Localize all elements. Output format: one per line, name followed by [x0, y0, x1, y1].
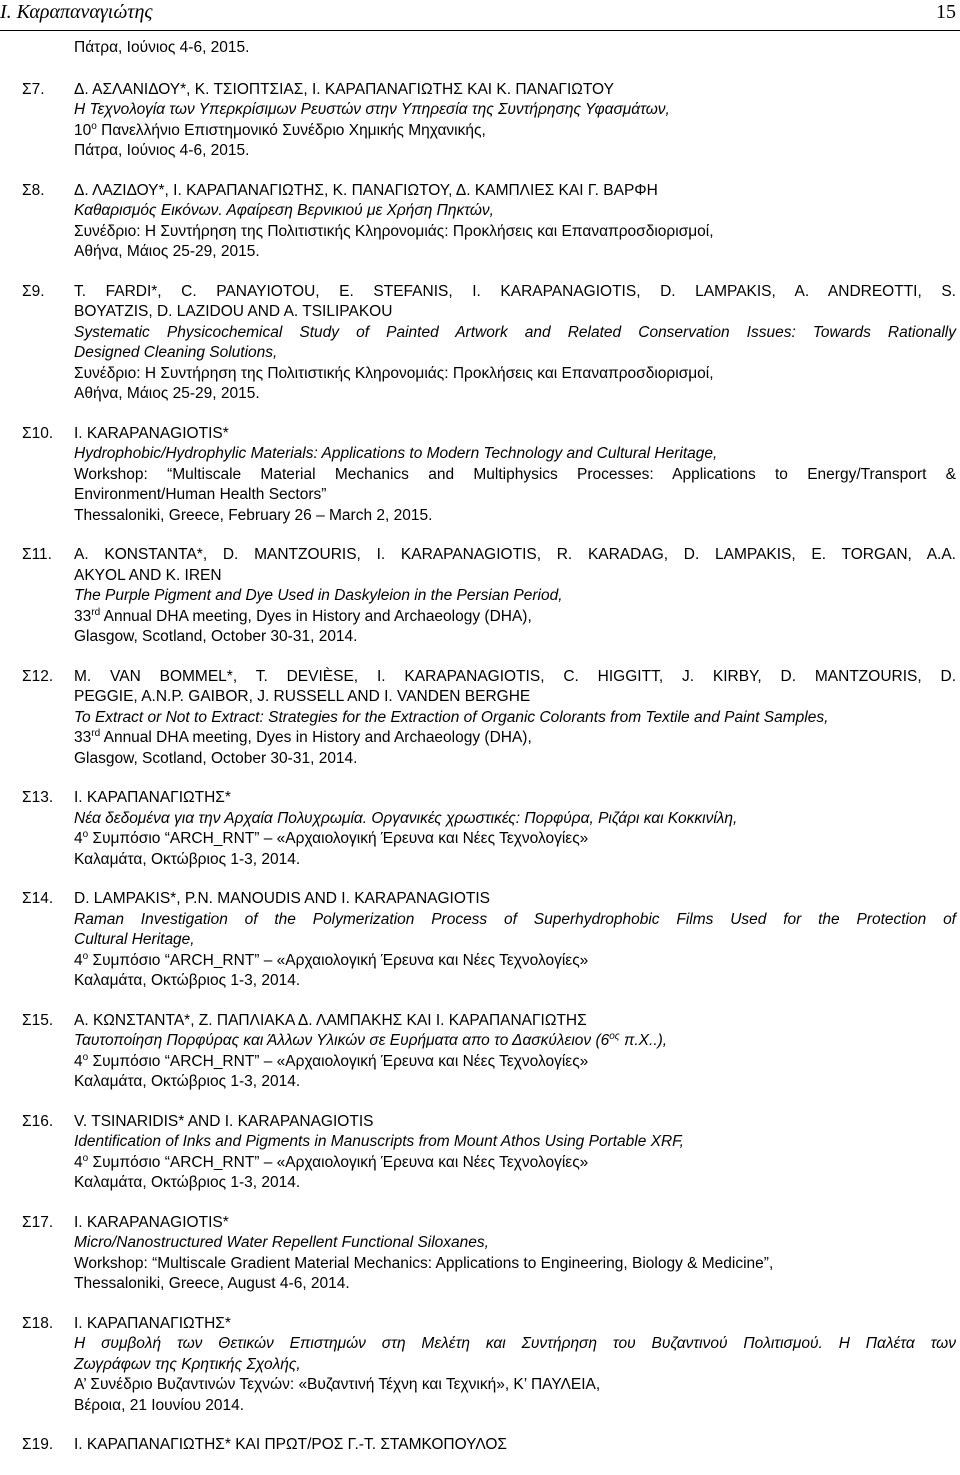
entry-place-date: Καλαμάτα, Οκτώβριος 1-3, 2014.	[74, 850, 301, 868]
entry-place-date: Αθήνα, Μάιος 25-29, 2015.	[74, 243, 260, 260]
entry-venue-line: Συνέδριο: Η Συντήρηση της Πολιτιστικής Κληρονομιάς: Προκλήσεις και Επαναπροσδιορισμοί,	[74, 364, 714, 382]
list-item	[0, 788, 960, 870]
header-author: Ι. Καραπαναγιώτης	[0, 1, 153, 23]
entry-number: Σ15.	[22, 1011, 54, 1029]
entry-title: Η συμβολή των Θετικών Επιστημών στη Μελέτη και Συντήρηση του Βυζαντινού Πολιτισμού. Η Παλέτα των	[74, 1335, 956, 1352]
entry-title: Ζωγράφων της Κρητικής Σχολής,	[74, 1355, 301, 1373]
publication-list	[0, 38, 960, 1475]
entry-title: Καθαρισμός Εικόνων. Αφαίρεση Βερνικιού με Χρήση Πηκτών,	[74, 202, 494, 219]
entry-number: Σ8.	[22, 181, 45, 199]
entry-authors: A. KONSTANTA*, D. MANTZOURIS, I. KARAPANAGIOTIS, R. KARADAG, D. LAMPAKIS, E. TORGAN, A.A.	[74, 546, 956, 563]
entry-authors: V. TSINARIDIS* AND I. KARAPANAGIOTIS	[74, 1112, 374, 1130]
list-item	[0, 1112, 960, 1194]
entry-title: To Extract or Not to Extract: Strategies for the Extraction of Organic Colorants from Textile and Paint Samples,	[74, 708, 829, 726]
entry-number: Σ10.	[22, 424, 54, 442]
entry-venue-line: $10^o$ Πανελλήνιο Επιστημονικό Συνέδριο Χημικής Μηχανικής,	[74, 120, 486, 139]
entry-authors: I. KARAPANAGIOTIS*	[74, 424, 229, 442]
entry-venue-line: Πάτρα, Ιούνιος 4-6, 2015.	[74, 39, 250, 56]
entry-title: Νέα δεδομένα για την Αρχαία Πολυχρωμία. Οργανικές χρωστικές: Πορφύρα, Ριζάρι και Κοκκινίλη,	[74, 809, 738, 827]
entry-title: Hydrophobic/Hydrophylic Materials: Applications to Modern Technology and Cultural Heritage,	[74, 445, 718, 462]
entry-place-date: Πάτρα, Ιούνιος 4-6, 2015.	[74, 142, 250, 159]
list-item	[0, 1011, 960, 1093]
entry-venue-line: $4^o$ Συμπόσιο “ARCH_RNT” – «Αρχαιολογική Έρευνα και Νέες Τεχνολογίες»	[74, 829, 589, 847]
entry-place-date: Thessaloniki, Greece, August 4-6, 2014.	[74, 1275, 350, 1292]
entry-number: Σ11.	[22, 546, 52, 563]
entry-number: Σ7.	[22, 80, 45, 98]
entry-authors: BOYATZIS, D. LAZIDOU AND A. TSILIPAKOU	[74, 303, 393, 320]
entry-venue-line: Α’ Συνέδριο Βυζαντινών Τεχνών: «Βυζαντινή Τέχνη και Τεχνική», Κ’ ΠΑΥΛΕΙΑ,	[74, 1376, 601, 1393]
list-item	[0, 667, 960, 770]
entry-place-date: Glasgow, Scotland, October 30-31, 2014.	[74, 628, 358, 645]
list-item	[0, 889, 960, 992]
entry-number: Σ12.	[22, 667, 54, 685]
entry-authors: PEGGIE, A.N.P. GAIBOR, J. RUSSELL AND I. VANDEN BERGHE	[74, 688, 531, 705]
entry-title: Systematic Physicochemical Study of Painted Artwork and Related Conservation Issues: Towards Rationally	[74, 323, 956, 341]
entry-place-date: Glasgow, Scotland, October 30-31, 2014.	[74, 749, 358, 767]
list-item	[0, 545, 960, 648]
entry-authors: D. LAMPAKIS*, P.N. MANOUDIS AND I. KARAPANAGIOTIS	[74, 890, 491, 907]
entry-title: Identification of Inks and Pigments in Manuscripts from Mount Athos Using Portable XRF,	[74, 1133, 684, 1150]
entry-place-date: Καλαμάτα, Οκτώβριος 1-3, 2014.	[74, 1174, 301, 1191]
entry-venue-line: Environment/Human Health Sectors”	[74, 486, 327, 503]
list-item	[0, 282, 960, 405]
entry-title: Designed Cleaning Solutions,	[74, 344, 278, 361]
entry-authors: Ι. ΚΑΡΑΠΑΝΑΓΙΩΤΗΣ* ΚΑΙ ΠΡΩΤ/ΡΟΣ Γ.-Τ. ΣΤΑΜΚΟΠΟΥΛΟΣ	[74, 1436, 508, 1453]
entry-authors: Α. ΚΩΝΣΤΑΝΤΑ*, Ζ. ΠΑΠΛΙΑΚΑ Δ. ΛΑΜΠΑΚΗΣ ΚΑΙ Ι. ΚΑΡΑΠΑΝΑΓΙΩΤΗΣ	[74, 1011, 587, 1029]
list-item	[0, 181, 960, 263]
entry-venue-line: $4^o$ Συμπόσιο “ARCH_RNT” – «Αρχαιολογική Έρευνα και Νέες Τεχνολογίες»	[74, 1152, 589, 1171]
entry-authors: M. VAN BOMMEL*, T. DEVIÈSE, I. KARAPANAGIOTIS, C. HIGGITT, J. KIRBY, D. MANTZOURIS, D.	[74, 667, 956, 685]
entry-number: Σ18.	[22, 1314, 54, 1332]
list-item	[0, 1435, 960, 1456]
entry-venue-line: 33rd Annual DHA meeting, Dyes in History and Archaeology (DHA),	[74, 728, 532, 746]
entry-number: Σ14.	[22, 890, 54, 907]
entry-authors: I. KARAPANAGIOTIS*	[74, 1213, 229, 1231]
entry-authors: AKYOL AND K. IREN	[74, 566, 222, 584]
entry-authors: Δ. ΑΣΛΑΝΙΔΟΥ*, Κ. ΤΣΙΟΠΤΣΙΑΣ, Ι. ΚΑΡΑΠΑΝΑΓΙΩΤΗΣ ΚΑΙ Κ. ΠΑΝΑΓΙΩΤΟΥ	[74, 80, 614, 98]
entry-authors: Ι. ΚΑΡΑΠΑΝΑΓΙΩΤΗΣ*	[74, 1314, 231, 1332]
entry-place-date: Καλαμάτα, Οκτώβριος 1-3, 2014.	[74, 1073, 301, 1090]
entry-venue-line: $4^o$ Συμπόσιο “ARCH_RNT” – «Αρχαιολογική Έρευνα και Νέες Τεχνολογίες»	[74, 1051, 589, 1070]
entry-number: Σ16.	[22, 1112, 54, 1130]
entry-number: Σ13.	[22, 789, 54, 806]
entry-place-date: Καλαμάτα, Οκτώβριος 1-3, 2014.	[74, 972, 301, 989]
page-number: 15	[936, 1, 956, 23]
list-item	[0, 424, 960, 527]
entry-venue-line: Workshop: “Multiscale Material Mechanics and Multiphysics Processes: Applications to Energy/Transport &	[74, 465, 956, 483]
entry-place-date: Βέροια, 21 Ιουνίου 2014.	[74, 1396, 245, 1414]
list-item	[0, 1314, 960, 1417]
entry-number: Σ17.	[22, 1213, 54, 1231]
entry-title: Cultural Heritage,	[74, 931, 195, 948]
entry-title: The Purple Pigment and Dye Used in Daskyleion in the Persian Period,	[74, 587, 563, 604]
page-header	[0, 0, 960, 31]
entry-title: Η Τεχνολογία των Υπερκρίσιμων Ρευστών στην Υπηρεσία της Συντήρησης Υφασμάτων,	[74, 101, 670, 118]
entry-place-date: Thessaloniki, Greece, February 26 – March 2, 2015.	[74, 506, 433, 524]
entry-title: Ταυτοποίηση Πορφύρας και Άλλων Υλικών σε Ευρήματα απο το Δασκύλειον ($6^{o\varsigma}$ π.Χ..),	[74, 1031, 668, 1049]
entry-title: Micro/Nanostructured Water Repellent Functional Siloxanes,	[74, 1234, 489, 1251]
entry-venue-line: 33rd Annual DHA meeting, Dyes in History and Archaeology (DHA),	[74, 606, 532, 625]
list-item	[0, 1213, 960, 1295]
entry-authors: Ι. ΚΑΡΑΠΑΝΑΓΙΩΤΗΣ*	[74, 789, 231, 806]
entry-number: Σ19.	[22, 1436, 54, 1453]
entry-authors: T. FARDI*, C. PANAYIOTOU, E. STEFANIS, I. KARAPANAGIOTIS, D. LAMPAKIS, A. ANDREOTTI, S.	[74, 282, 956, 300]
entry-place-date: Αθήνα, Μάιος 25-29, 2015.	[74, 385, 260, 402]
entry-venue-line: Συνέδριο: Η Συντήρηση της Πολιτιστικής Κληρονομιάς: Προκλήσεις και Επαναπροσδιορισμοί,	[74, 222, 714, 240]
list-item	[0, 38, 960, 59]
entry-title: Raman Investigation of the Polymerization Process of Superhydrophobic Films Used for the Protection of	[74, 910, 956, 928]
entry-venue-line: $4^o$ Συμπόσιο “ARCH_RNT” – «Αρχαιολογική Έρευνα και Νέες Τεχνολογίες»	[74, 950, 589, 969]
entry-authors: Δ. ΛΑΖΙΔΟΥ*, Ι. ΚΑΡΑΠΑΝΑΓΙΩΤΗΣ, Κ. ΠΑΝΑΓΙΩΤΟΥ, Δ. ΚΑΜΠΛΙΕΣ ΚΑΙ Γ. ΒΑΡΦΗ	[74, 181, 658, 199]
list-item	[0, 80, 960, 162]
entry-venue-line: Workshop: “Multiscale Gradient Material Mechanics: Applications to Engineering, Biology & Medicine”,	[74, 1254, 774, 1272]
entry-number: Σ9.	[22, 282, 45, 300]
